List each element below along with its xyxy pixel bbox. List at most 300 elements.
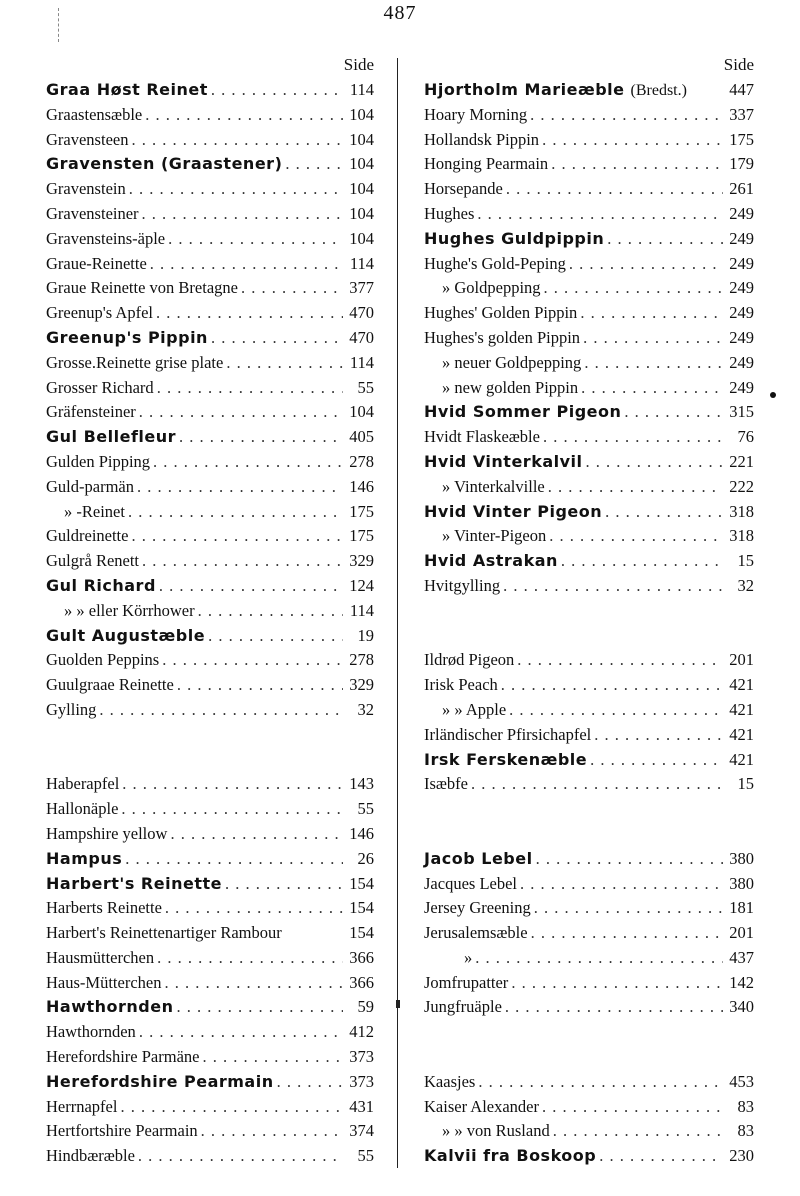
entry-page: 380 <box>729 873 754 893</box>
entry-name: Graa Høst Reinet <box>46 80 208 99</box>
entry-page: 249 <box>729 253 754 273</box>
index-entry <box>46 971 374 996</box>
index-entry <box>424 995 754 1020</box>
index-entry <box>46 574 374 599</box>
index-entry <box>46 1070 374 1095</box>
entry-name: Jacques Lebel <box>424 873 517 893</box>
index-entry <box>46 376 374 401</box>
entry-page: 329 <box>349 675 374 695</box>
entry-page: 59 <box>357 997 374 1017</box>
entry-page: 377 <box>349 278 374 298</box>
entry-name: Hughes <box>424 203 475 223</box>
leader-dots <box>586 450 723 475</box>
index-entry <box>424 698 754 723</box>
entry-page: 154 <box>349 873 374 893</box>
entry-name: Irländischer Pfirsichapfel <box>424 724 592 744</box>
leader-dots <box>225 872 343 897</box>
index-entry <box>46 772 374 797</box>
leader-dots <box>241 276 343 301</box>
entry-page: 55 <box>357 377 374 397</box>
index-entry <box>424 1095 754 1120</box>
index-entry <box>46 78 374 103</box>
index-entry <box>424 896 754 921</box>
index-entry <box>424 648 754 673</box>
entry-page: 15 <box>737 774 754 794</box>
index-entry <box>46 1144 374 1169</box>
entry-page: 421 <box>729 675 754 695</box>
leader-dots <box>544 276 723 301</box>
index-entry <box>424 301 754 326</box>
leader-dots <box>517 648 723 673</box>
index-entry <box>424 921 754 946</box>
index-entry <box>46 400 374 425</box>
leader-dots <box>226 351 343 376</box>
entry-page: 249 <box>729 278 754 298</box>
index-entry <box>46 549 374 574</box>
entry-page: 373 <box>349 1071 374 1091</box>
index-entry <box>424 326 754 351</box>
leader-dots <box>509 698 723 723</box>
entry-name: Horsepande <box>424 179 503 199</box>
entry-page: 278 <box>349 650 374 670</box>
index-entry <box>46 673 374 698</box>
entry-name: Gul Bellefleur <box>46 427 177 447</box>
entry-page: 230 <box>729 1146 754 1166</box>
entry-page: 249 <box>729 303 754 323</box>
entry-name: Hawthornden <box>46 997 174 1017</box>
index-entry <box>46 896 374 921</box>
entry-name: » Goldpepping <box>442 278 541 298</box>
entry-page: 278 <box>349 451 374 471</box>
index-entry <box>424 524 754 549</box>
leader-dots <box>99 698 343 723</box>
index-entry <box>424 549 754 574</box>
index-entry <box>46 177 374 202</box>
index-entry <box>424 1119 754 1144</box>
entry-page: 315 <box>729 402 754 422</box>
index-entry <box>424 177 754 202</box>
entry-name: Graue Reinette von Bretagne <box>46 278 238 298</box>
entry-name: » » von Rusland <box>442 1121 550 1141</box>
leader-dots <box>506 177 723 202</box>
index-entry <box>46 1119 374 1144</box>
leader-dots <box>157 376 343 401</box>
entry-page: 146 <box>349 823 374 843</box>
index-entry <box>46 648 374 673</box>
index-entry <box>46 624 374 649</box>
entry-page: 83 <box>737 1121 754 1141</box>
entry-name: Honging Pearmain <box>424 154 549 174</box>
entry-name: Guulgraae Reinette <box>46 675 174 695</box>
entry-page: 221 <box>729 451 754 471</box>
entry-page: 318 <box>729 501 754 521</box>
entry-name: Gulgrå Renett <box>46 551 140 571</box>
entry-name: Hallonäple <box>46 799 119 819</box>
entry-name: Harbert's Reinette <box>46 873 222 893</box>
index-entry <box>424 1144 754 1169</box>
entry-name: Gulden Pipping <box>46 451 151 471</box>
leader-dots <box>121 797 343 822</box>
entry-page: 340 <box>729 997 754 1017</box>
entry-name: Herefordshire Pearmain <box>46 1071 274 1091</box>
entry-name: Gravenstein <box>46 179 126 199</box>
index-entry <box>424 276 754 301</box>
entry-name: Kaiser Alexander <box>424 1096 539 1116</box>
entry-name: Harberts Reinette <box>46 898 162 918</box>
entry-name: Hughes's golden Pippin <box>424 327 581 347</box>
entry-page: 104 <box>349 129 374 149</box>
leader-dots <box>501 673 723 698</box>
entry-name: Hvid Vinterkalvil <box>424 451 583 471</box>
entry-page: 373 <box>349 1047 374 1067</box>
index-entry <box>46 797 374 822</box>
entry-page: 222 <box>729 476 754 496</box>
entry-name: Guld-parmän <box>46 476 134 496</box>
entry-name: » Vinter-Pigeon <box>442 526 547 546</box>
leader-dots <box>551 152 723 177</box>
entry-name: Herrnapfel <box>46 1096 118 1116</box>
index-entry <box>424 376 754 401</box>
entry-name: » new golden Pippin <box>442 377 579 397</box>
index-entry <box>424 946 754 971</box>
entry-page: 447 <box>729 80 754 99</box>
leader-dots <box>580 301 723 326</box>
leader-dots <box>543 425 723 450</box>
leader-dots <box>624 400 723 425</box>
index-entry <box>46 351 374 376</box>
entry-name: » » Apple <box>442 699 507 719</box>
index-entry <box>46 450 374 475</box>
entry-page: 175 <box>729 129 754 149</box>
entry-page: 32 <box>357 699 374 719</box>
entry-page: 337 <box>729 104 754 124</box>
index-entry <box>424 847 754 872</box>
entry-page: 15 <box>737 551 754 571</box>
entry-page: 374 <box>349 1121 374 1141</box>
index-entry <box>424 748 754 773</box>
entry-name: Hvitgylling <box>424 575 501 595</box>
leader-dots <box>536 847 723 872</box>
index-entry <box>46 872 374 897</box>
scan-edge-mark <box>58 8 59 42</box>
entry-page: 201 <box>729 923 754 943</box>
index-entry <box>424 500 754 525</box>
entry-name: Hughes Guldpippin <box>424 228 605 248</box>
entry-page: 104 <box>349 203 374 223</box>
entry-name: Isæbfe <box>424 774 468 794</box>
entry-name: Gravensteins-äple <box>46 228 166 248</box>
index-entry <box>46 202 374 227</box>
index-entry <box>46 475 374 500</box>
entry-name: Graue-Reinette <box>46 253 147 273</box>
entry-page: 249 <box>729 228 754 248</box>
leader-dots <box>548 475 723 500</box>
index-entry <box>46 524 374 549</box>
entry-page: 19 <box>357 625 374 645</box>
index-entry <box>424 152 754 177</box>
entry-name: Irisk Peach <box>424 675 498 695</box>
entry-page: 421 <box>729 699 754 719</box>
index-entry <box>46 599 374 624</box>
entry-page: 83 <box>737 1096 754 1116</box>
leader-dots <box>159 574 343 599</box>
leader-dots <box>139 400 343 425</box>
leader-dots <box>569 252 723 277</box>
index-entry <box>46 1095 374 1120</box>
entry-page: 175 <box>349 526 374 546</box>
index-entry <box>46 995 374 1020</box>
index-entry <box>46 152 374 177</box>
entry-name: Gräfensteiner <box>46 402 136 422</box>
entry-page: 104 <box>349 104 374 124</box>
entry-name: Grosse.Reinette grise plate <box>46 352 224 372</box>
leader-dots <box>534 896 723 921</box>
leader-dots <box>170 822 343 847</box>
leader-dots <box>531 921 723 946</box>
index-entry <box>424 673 754 698</box>
entry-name: Kaasjes <box>424 1071 476 1091</box>
index-entry <box>46 698 374 723</box>
entry-page: 437 <box>729 947 754 967</box>
entry-page: 453 <box>729 1071 754 1091</box>
leader-dots <box>198 599 343 624</box>
entry-page: 175 <box>349 501 374 521</box>
leader-dots <box>129 177 343 202</box>
entry-name: Jersey Greening <box>424 898 531 918</box>
entry-name: Jerusalemsæble <box>424 923 528 943</box>
entry-name: » Vinterkalville <box>442 476 545 496</box>
entry-page: 26 <box>357 848 374 868</box>
index-entry <box>424 351 754 376</box>
entry-name: Haberapfel <box>46 774 120 794</box>
leader-dots <box>156 301 343 326</box>
entry-name: » » eller Körrhower <box>64 600 195 620</box>
entry-page: 154 <box>349 898 374 918</box>
index-entry <box>46 847 374 872</box>
left-entry-list <box>46 78 374 1169</box>
index-entry <box>46 301 374 326</box>
blank-row <box>424 1020 754 1045</box>
leader-dots <box>581 376 723 401</box>
index-entry <box>46 1020 374 1045</box>
entry-name: Hughes' Golden Pippin <box>424 303 578 323</box>
blank-row <box>46 723 374 748</box>
index-entry <box>46 276 374 301</box>
index-entry <box>424 202 754 227</box>
leader-dots <box>607 227 723 252</box>
leader-dots <box>478 1070 723 1095</box>
page-number: 487 <box>383 2 417 24</box>
entry-page: 249 <box>729 377 754 397</box>
leader-dots <box>153 450 343 475</box>
index-entry <box>46 921 374 946</box>
leader-dots <box>583 326 723 351</box>
leader-dots <box>131 128 343 153</box>
leader-dots <box>590 748 723 773</box>
leader-dots <box>208 624 343 649</box>
entry-name: Hjortholm Marieæble <box>424 80 625 99</box>
entry-name: Greenup's Apfel <box>46 303 153 323</box>
entry-page: 470 <box>349 303 374 323</box>
leader-dots <box>530 103 723 128</box>
index-entry <box>424 252 754 277</box>
leader-dots <box>176 995 343 1020</box>
leader-dots <box>605 500 723 525</box>
entry-name: » -Reinet <box>64 501 125 521</box>
leader-dots <box>505 995 723 1020</box>
entry-name: Hawthornden <box>46 1022 136 1042</box>
entry-page: 179 <box>729 154 754 174</box>
entry-page: 146 <box>349 476 374 496</box>
leader-dots <box>179 425 343 450</box>
entry-name: Hvid Vinter Pigeon <box>424 501 603 521</box>
entry-page: 114 <box>349 600 374 620</box>
index-entry <box>424 772 754 797</box>
leader-dots <box>561 549 723 574</box>
entry-page: 329 <box>349 551 374 571</box>
index-entry <box>424 1070 754 1095</box>
entry-name: Hampshire yellow <box>46 823 168 843</box>
entry-name: Hoary Morning <box>424 104 528 124</box>
index-entry <box>46 822 374 847</box>
left-side-header: Side <box>343 55 374 74</box>
entry-name: Hvid Astrakan <box>424 551 558 571</box>
entry-page: 201 <box>729 650 754 670</box>
entry-page: 55 <box>357 799 374 819</box>
entry-suffix: (Bredst.) <box>630 82 687 99</box>
entry-page: 318 <box>729 526 754 546</box>
entry-name: Jacob Lebel <box>424 848 533 868</box>
index-entry <box>46 227 374 252</box>
leader-dots <box>542 1095 723 1120</box>
leader-dots <box>542 128 723 153</box>
index-entry <box>424 425 754 450</box>
entry-name: Harbert's Reinettenartiger Rambour <box>46 923 282 943</box>
leader-dots <box>475 946 723 971</box>
entry-name: Gult Augustæble <box>46 625 206 645</box>
entry-page: 421 <box>729 724 754 744</box>
leader-dots <box>142 549 343 574</box>
leader-dots <box>211 326 343 351</box>
index-entry <box>424 400 754 425</box>
leader-dots <box>122 772 343 797</box>
leader-dots <box>164 971 343 996</box>
entry-page: 32 <box>737 575 754 595</box>
entry-name: Gravensteen <box>46 129 129 149</box>
entry-page: 181 <box>729 898 754 918</box>
entry-name: Hausmütterchen <box>46 947 155 967</box>
leader-dots <box>201 1119 343 1144</box>
right-side-header: Side <box>723 55 754 74</box>
entry-name: Hindbæræble <box>46 1146 135 1166</box>
index-entry <box>46 252 374 277</box>
entry-name: Gylling <box>46 699 97 719</box>
blank-row <box>424 797 754 822</box>
entry-name: Greenup's Pippin <box>46 327 208 347</box>
leader-dots <box>599 1144 723 1169</box>
leader-dots <box>594 723 723 748</box>
entry-page: 143 <box>349 774 374 794</box>
index-entry <box>424 227 754 252</box>
leader-dots <box>177 673 343 698</box>
index-entry <box>424 971 754 996</box>
index-entry <box>46 946 374 971</box>
entry-page: 412 <box>349 1022 374 1042</box>
entry-name: Guolden Peppins <box>46 650 160 670</box>
index-entry <box>46 500 374 525</box>
entry-name: » neuer Goldpepping <box>442 352 582 372</box>
entry-name: Jomfrupatter <box>424 972 509 992</box>
entry-name: Hughe's Gold-Peping <box>424 253 566 273</box>
blank-row <box>424 624 754 649</box>
index-entry <box>46 1045 374 1070</box>
entry-page: 380 <box>729 848 754 868</box>
entry-name: Gul Richard <box>46 575 156 595</box>
leader-dots <box>131 524 343 549</box>
entry-page: 114 <box>349 80 374 99</box>
index-entry <box>424 723 754 748</box>
entry-name: Graastensæble <box>46 104 143 124</box>
entry-page: 142 <box>729 972 754 992</box>
entry-name: Gravensteiner <box>46 203 139 223</box>
index-entry <box>424 78 754 103</box>
entry-page: 249 <box>729 203 754 223</box>
leader-dots <box>211 78 343 103</box>
blank-row <box>424 1045 754 1070</box>
entry-page: 366 <box>349 947 374 967</box>
entry-page: 249 <box>729 327 754 347</box>
leader-dots <box>150 252 343 277</box>
entry-name: Hertfortshire Pearmain <box>46 1121 198 1141</box>
leader-dots <box>503 574 723 599</box>
entry-name: Grosser Richard <box>46 377 154 397</box>
index-entry <box>46 326 374 351</box>
entry-page: 76 <box>737 427 754 447</box>
entry-name: Hvid Sommer Pigeon <box>424 402 622 422</box>
right-column <box>424 52 754 1169</box>
entry-name: Guldreinette <box>46 526 129 546</box>
entry-page: 366 <box>349 972 374 992</box>
entry-page: 261 <box>729 179 754 199</box>
blank-row <box>46 748 374 773</box>
leader-dots <box>471 772 723 797</box>
index-entry <box>424 574 754 599</box>
leader-dots <box>277 1070 343 1095</box>
entry-name: Hampus <box>46 848 123 868</box>
index-entry <box>424 103 754 128</box>
leader-dots <box>165 896 343 921</box>
leader-dots <box>145 103 343 128</box>
entry-name: Jungfruäple <box>424 997 502 1017</box>
entry-page: 470 <box>349 327 374 347</box>
leader-dots <box>162 648 343 673</box>
entry-page: 104 <box>349 228 374 248</box>
index-entry <box>46 128 374 153</box>
index-entry <box>424 128 754 153</box>
entry-name: Hollandsk Pippin <box>424 129 540 149</box>
right-entry-list <box>424 78 754 1169</box>
entry-name: Gravensten (Graastener) <box>46 154 283 174</box>
entry-page: 421 <box>729 749 754 769</box>
leader-dots <box>549 524 723 549</box>
index-entry <box>46 103 374 128</box>
entry-name: » <box>464 947 473 967</box>
blank-row <box>424 822 754 847</box>
entry-name: Herefordshire Parmäne <box>46 1047 200 1067</box>
entry-page: 249 <box>729 352 754 372</box>
entry-page: 114 <box>349 253 374 273</box>
entry-page: 431 <box>349 1096 374 1116</box>
